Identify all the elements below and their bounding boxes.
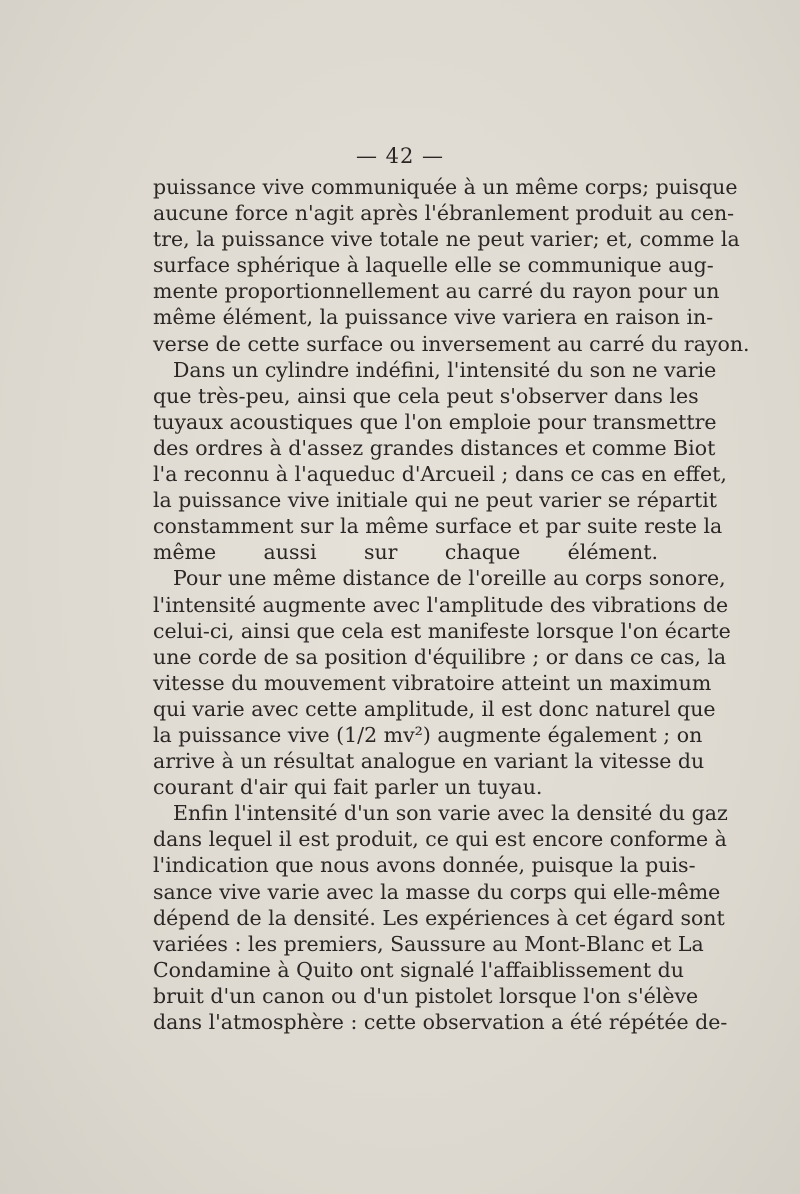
text-line: dans lequel il est produit, ce qui est encore conforme à — [153, 827, 727, 852]
text-line: Pour une même distance de l'oreille au corps sonore, — [173, 566, 726, 591]
text-line: que très-peu, ainsi que cela peut s'observer dans les — [153, 383, 699, 408]
text-line: tre, la puissance vive totale ne peut varier; et, comme la — [153, 227, 740, 252]
text-line: même aussi sur chaque élément. — [153, 540, 658, 565]
page-number: — 42 — — [355, 144, 445, 168]
text-line: Enfin l'intensité d'un son varie avec la densité du gaz — [173, 801, 728, 826]
text-line: une corde de sa position d'équilibre ; or dans ce cas, la — [153, 644, 727, 669]
text-line: dans l'atmosphère : cette observation a été répétée de- — [153, 1010, 728, 1034]
text-line: la puissance vive initiale qui ne peut varier se répartit — [153, 488, 718, 513]
body-text — [153, 174, 750, 1035]
paragraph — [153, 357, 727, 566]
text-line: surface sphérique à laquelle elle se communique aug- — [153, 253, 714, 278]
text-line: qui varie avec cette amplitude, il est donc naturel que — [153, 696, 716, 721]
text-line: aucune force n'agit après l'ébranlement produit au cen- — [153, 201, 735, 226]
text-line: constamment sur la même surface et par suite reste la — [153, 514, 723, 539]
text-line: des ordres à d'assez grandes distances et comme Biot — [153, 435, 716, 460]
paragraph — [153, 565, 731, 800]
paragraph — [153, 174, 750, 357]
text-line: sance vive varie avec la masse du corps qui elle-même — [153, 879, 721, 904]
text-line: l'intensité augmente avec l'amplitude des vibrations de — [153, 592, 729, 617]
text-line: variées : les premiers, Saussure au Mont-Blanc et La — [153, 931, 704, 956]
text-line: Condamine à Quito ont signalé l'affaiblissement du — [153, 957, 684, 982]
text-line: mente proportionnellement au carré du rayon pour un — [153, 279, 720, 304]
text-line: puissance vive communiquée à un même corps; puisque — [153, 175, 738, 199]
text-line: bruit d'un canon ou d'un pistolet lorsque l'on s'élève — [153, 983, 699, 1008]
text-line: l'a reconnu à l'aqueduc d'Arcueil ; dans ce cas en effet, — [153, 462, 727, 487]
text-line: verse de cette surface ou inversement au carré du rayon. — [153, 331, 750, 356]
text-line: Dans un cylindre indéfini, l'intensité du son ne varie — [173, 357, 717, 382]
text-line: même élément, la puissance vive variera en raison in- — [153, 305, 714, 330]
text-line: la puissance vive (1/2 mv²) augmente également ; on — [153, 722, 703, 747]
text-line: arrive à un résultat analogue en variant la vitesse du — [153, 749, 705, 774]
text-line: l'indication que nous avons donnée, puisque la puis- — [153, 853, 696, 878]
text-line: tuyaux acoustiques que l'on emploie pour transmettre — [153, 409, 717, 434]
text-line: dépend de la densité. Les expériences à cet égard sont — [153, 905, 725, 930]
text-line: courant d'air qui fait parler un tuyau. — [153, 775, 543, 800]
text-line: celui-ci, ainsi que cela est manifeste lorsque l'on écarte — [153, 618, 731, 643]
text-line: vitesse du mouvement vibratoire atteint un maximum — [153, 670, 712, 695]
paragraph — [153, 800, 728, 1035]
